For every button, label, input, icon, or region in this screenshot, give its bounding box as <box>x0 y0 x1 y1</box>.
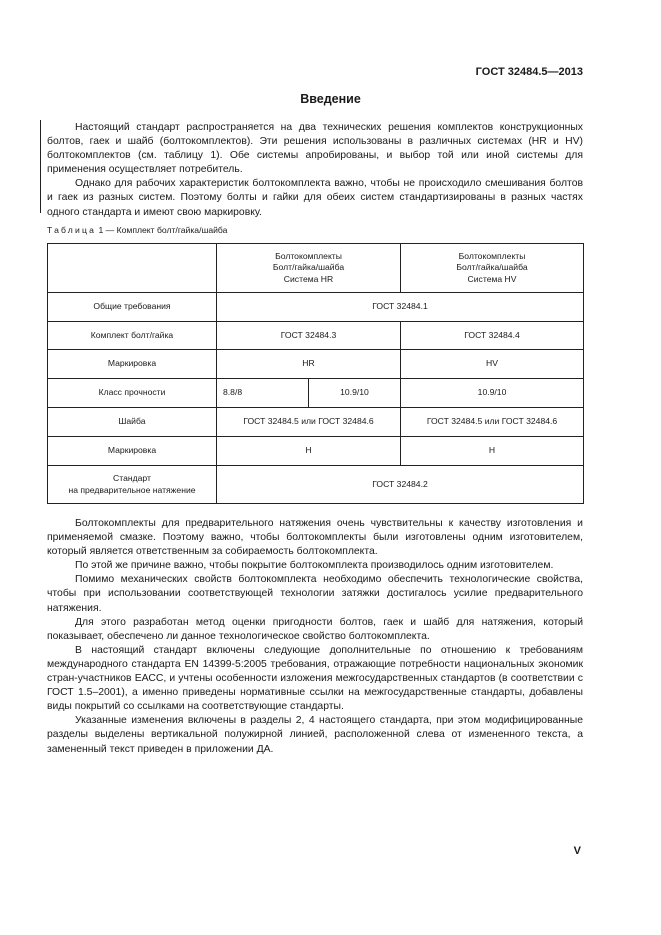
body-paragraph: Болтокомплекты для предварительного натяжения очень чувствительны к качеству изготовления и применяемой смазке. Поэтому важно, чтобы болтокомплекты были изготовлены одним изготовителем, который является ответственным за собираемость болтокомплекта. <box>47 518 583 558</box>
modification-bar <box>40 120 41 213</box>
empty-header-cell <box>48 244 217 293</box>
page-number: V <box>573 845 581 857</box>
table-row <box>48 293 584 322</box>
cell-value: 10.9/10 <box>401 379 584 408</box>
cell-value: ГОСТ 32484.5 или ГОСТ 32484.6 <box>217 408 401 437</box>
intro-text <box>47 121 583 220</box>
body-paragraph: В настоящий стандарт включены следующие дополнительные по отношению к требованиям международного стандарта EN 14399-5:2005 требования, отражающие потребности национальных экономик стран-участников ЕАСС, и учтены особенности изложения межгосударственных стандартов (в соответствии с ГОСТ 1.5–2001), а именно приведены нормативные ссылки на межгосударственные стандарты, добавлены виды покрытий со ссылками на соответствующие стандарты. <box>47 644 583 713</box>
row-label: Комплект болт/гайка <box>48 322 217 350</box>
bolt-set-table <box>47 243 584 504</box>
body-paragraph: По этой же причине важно, чтобы покрытие болтокомплекта производилось одним изготовителем. <box>75 560 554 572</box>
cell-value: ГОСТ 32484.4 <box>401 322 584 350</box>
cell-value: ГОСТ 32484.3 <box>217 322 401 350</box>
table-caption-prefix: Таблица <box>47 225 97 235</box>
body-paragraph: Для этого разработан метод оценки пригодности болтов, гаек и шайб для натяжения, который показывает, обеспечено ли данное технологическое свойство болтокомплекта. <box>47 616 583 642</box>
row-label: Шайба <box>48 408 217 437</box>
cell-value: 8.8/8 <box>217 379 309 408</box>
cell-value: ГОСТ 32484.1 <box>217 293 584 322</box>
body-text <box>47 517 583 757</box>
row-label: Стандарт на предварительное натяжение <box>48 466 217 504</box>
cell-value: H <box>217 437 401 466</box>
table-row <box>48 437 584 466</box>
row-label: Общие требования <box>48 293 217 322</box>
row-label: Класс прочности <box>48 379 217 408</box>
table-caption <box>47 225 227 235</box>
table-row <box>48 466 584 504</box>
table-row <box>48 350 584 379</box>
cell-value: ГОСТ 32484.5 или ГОСТ 32484.6 <box>401 408 584 437</box>
cell-value: ГОСТ 32484.2 <box>217 466 584 504</box>
cell-value: HR <box>217 350 401 379</box>
body-paragraph: Помимо механических свойств болтокомплекта необходимо обеспечить технологические свойства, чтобы при использовании соответствующей технологии затяжки достигалось усилие предварительного натяжения. <box>47 574 583 614</box>
header-hr-cell: Болтокомплекты Болт/гайка/шайба Система HR <box>217 244 401 293</box>
cell-value: HV <box>401 350 584 379</box>
row-label: Маркировка <box>48 350 217 379</box>
cell-value: H <box>401 437 584 466</box>
cell-value: 10.9/10 <box>309 379 401 408</box>
table-header-row <box>48 244 584 293</box>
table-row <box>48 379 584 408</box>
body-paragraph: Указанные изменения включены в разделы 2, 4 настоящего стандарта, при этом модифицированные разделы выделены вертикальной полужирной линией, расположенной слева от измененного текста, а замененный текст приведен в приложении ДА. <box>47 715 583 755</box>
intro-paragraph: Настоящий стандарт распространяется на два технических решения комплектов конструкционных болтов, гаек и шайб (болтокомплектов). Эти решения использованы в различных системах (HR и HV) болтокомплектов (см. таблицу 1). Обе системы апробированы, и выбор той или иной системы для применения осуществляет потребитель. <box>47 122 583 176</box>
intro-paragraph: Однако для рабочих характеристик болтокомплекта важно, чтобы не происходило смешивания болтов и гаек из разных систем. Поэтому болты и гайки для обеих систем стандартизированы в разных частях одного стандарта и имеют свою маркировку. <box>47 178 583 218</box>
table-row <box>48 322 584 350</box>
table-row <box>48 408 584 437</box>
section-title: Введение <box>300 92 361 106</box>
header-hv-cell: Болтокомплекты Болт/гайка/шайба Система HV <box>401 244 584 293</box>
row-label: Маркировка <box>48 437 217 466</box>
document-id: ГОСТ 32484.5—2013 <box>475 66 583 78</box>
table-caption-text: 1 — Комплект болт/гайка/шайба <box>96 225 228 235</box>
